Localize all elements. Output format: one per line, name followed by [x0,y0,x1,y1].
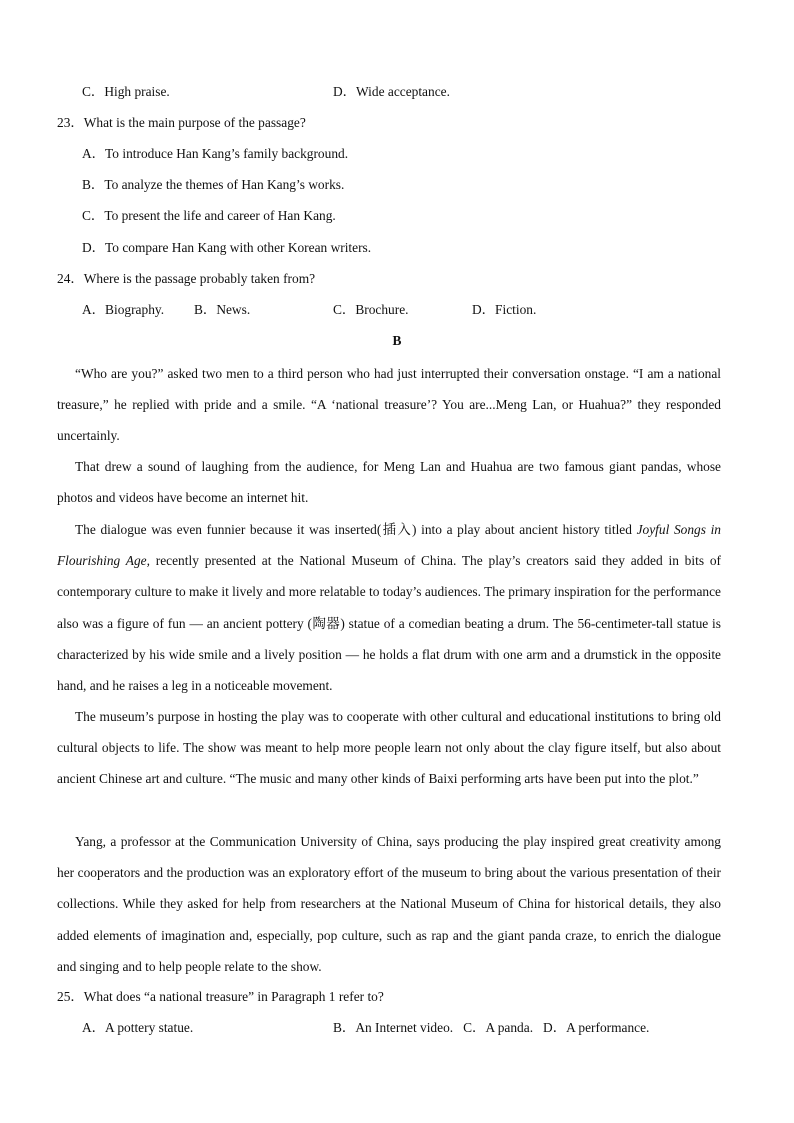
q25-option-b: B．An Internet video. [333,1020,454,1035]
q25-options-bcd [333,1020,649,1036]
q24-option-c: C．Brochure. [333,302,409,317]
q23-option-d: D．To compare Han Kang with other Korean writers. [82,240,372,255]
q23-option-a: A．To introduce Han Kang’s family background. [82,146,349,161]
passage-paragraph-4: The museum’s purpose in hosting the play was to cooperate with other cultural and educational institutions to bring old cultural objects to life. The show was meant to help more people learn not only about the clay figure itself, but also about ancient Chinese art and culture. “The music and many other kinds of Baixi performing arts have been put into the plot.” [57,709,721,787]
q24-option-a: A．Biography. [82,302,165,317]
paragraph-3-text-after: recently presented at the National Museum of China. The play’s creators said they added in bits of contemporary culture to make it lively and more relatable to today’s audiences. The primary inspiration for the performance also was a figure of fun — an ancient pottery (陶器) statue of a comedian beating a drum. The 56-centimeter-tall statue is characterized by his wide smile and a lively position — he holds a flat drum with one arm and a drumstick in the opposite hand, and he raises a leg in a noticeable movement. [57,553,721,694]
q22-option-d: D．Wide acceptance. [333,84,450,99]
q25-option-a: A．A pottery statue. [82,1020,194,1035]
q25-option-c: C．A panda. [463,1020,534,1035]
passage-paragraph-1: “Who are you?” asked two men to a third person who had just interrupted their conversation onstage. “I am a national treasure,” he replied with pride and a smile. “A ‘national treasure’? You are...Meng Lan, or Huahua?” they responded uncertainly. [57,366,721,444]
q25-option-d: D．A performance. [543,1020,650,1035]
q23-stem: 23．What is the main purpose of the passage? [57,115,306,130]
q24-option-d: D．Fiction. [472,302,537,317]
q22-option-c: C．High praise. [82,84,170,99]
passage-paragraph-2: That drew a sound of laughing from the audience, for Meng Lan and Huahua are two famous giant pandas, whose photos and videos have become an internet hit. [57,459,721,506]
paragraph-3-text-before: The dialogue was even funnier because it was inserted(插入) into a play about ancient history titled [75,522,637,537]
q23-option-b: B．To analyze the themes of Han Kang’s works. [82,177,345,192]
passage-paragraph-5: Yang, a professor at the Communication University of China, says producing the play inspired great creativity among her cooperators and the production was an exploratory effort of the museum to bring about the various presentation of their collections. While they asked for help from researchers at the National Museum of China for historical details, they also added elements of imagination and, especially, pop culture, such as rap and the giant panda craze, to enrich the dialogue and singing and to help people relate to the show. [57,834,721,974]
q24-option-b: B．News. [194,302,251,317]
q25-stem: 25．What does “a national treasure” in Paragraph 1 refer to? [57,989,384,1004]
passage-paragraph-3 [57,514,721,701]
q23-option-c: C．To present the life and career of Han Kang. [82,208,336,223]
play-title: Joyful Songs in Flourishing Age, [57,522,721,569]
q24-stem: 24．Where is the passage probably taken from? [57,271,316,286]
section-heading: B [392,333,402,348]
